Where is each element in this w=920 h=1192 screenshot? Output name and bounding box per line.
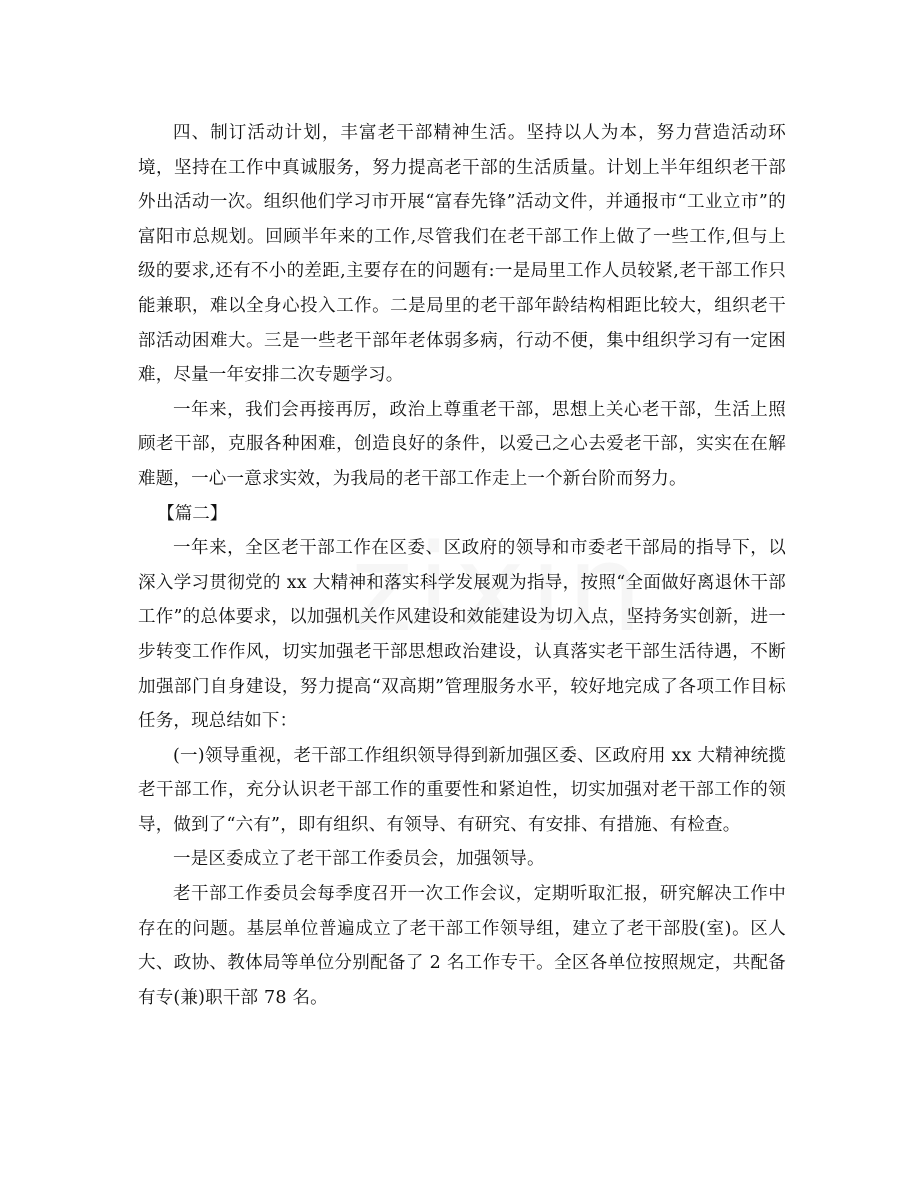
paragraph-conclusion: 一年来，我们会再接再厉，政治上尊重老干部，思想上关心老干部，生活上照顾老干部，克服各种困难，创造良好的条件，以爱己之心去爱老干部，实实在在解难题，一心一意求实效，为我局的老干部工作走上一个新台阶而努力。 <box>138 399 786 489</box>
document-page <box>138 116 786 1015</box>
section-heading: 【篇二】 <box>157 503 228 524</box>
paragraph-summary: 一年来，全区老干部工作在区委、区政府的领导和市委老干部局的指导下，以深入学习贯彻党的 xx 大精神和落实科学发展观为指导，按照“全面做好离退休干部工作”的总体要求，以加强机关作风建设和效能建设为切入点，坚持务实创新，进一步转变工作作风，切实加强老干部思想政治建设，认真落实老干部生活待遇，不断加强部门自身建设，努力提高“双高期”管理服务水平，较好地完成了各项工作目标任务，现总结如下： <box>138 538 786 732</box>
paragraph-leadership: (一)领导重视，老干部工作组织领导得到新加强区委、区政府用 xx 大精神统揽老干部工作，充分认识老干部工作的重要性和紧迫性，切实加强对老干部工作的领导，做到了“六有”，即有组织、有领导、有研究、有安排、有措施、有检查。 <box>138 745 786 835</box>
paragraph-meetings: 老干部工作委员会每季度召开一次工作会议，定期听取汇报，研究解决工作中存在的问题。基层单位普遍成立了老干部工作领导组，建立了老干部股(室)。区人大、政协、教体局等单位分别配备了 2 名工作专干。全区各单位按照规定，共配备有专(兼)职干部 78 名。 <box>138 884 786 1008</box>
paragraph-committee: 一是区委成立了老干部工作委员会，加强领导。 <box>173 849 545 870</box>
paragraph-plan: 四、制订活动计划，丰富老干部精神生活。坚持以人为本，努力营造活动环境，坚持在工作中真诚服务，努力提高老干部的生活质量。计划上半年组织老干部外出活动一次。组织他们学习市开展“富春先锋”活动文件，并通报市“工业立市”的富阳市总规划。回顾半年来的工作,尽管我们在老干部工作上做了一些工作,但与上级的要求,还有不小的差距,主要存在的问题有:一是局里工作人员较紧,老干部工作只能兼职，难以全身心投入工作。二是局里的老干部年龄结构相距比较大，组织老干部活动困难大。三是一些老干部年老体弱多病，行动不便，集中组织学习有一定困难，尽量一年安排二次专题学习。 <box>138 123 786 386</box>
